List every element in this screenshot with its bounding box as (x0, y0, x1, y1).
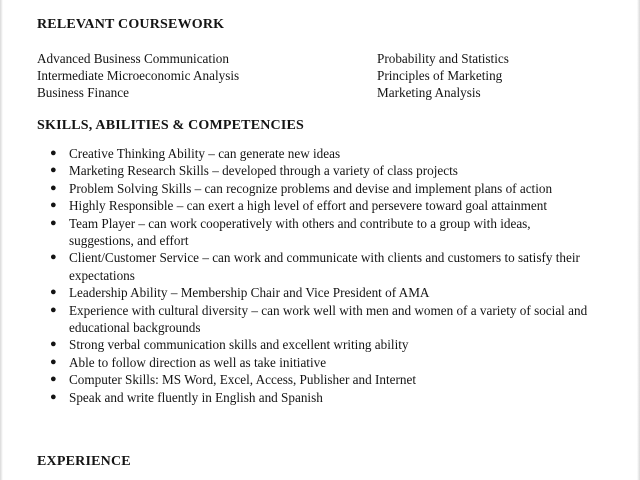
bullet-icon: ● (50, 251, 57, 264)
coursework-right-column (377, 50, 509, 101)
course-item: Principles of Marketing (377, 68, 503, 83)
bullet-icon: ● (50, 147, 57, 159)
bullet-icon: ● (50, 164, 57, 177)
skills-heading: SKILLS, ABILITIES & COMPETENCIES (37, 118, 305, 133)
coursework-left-column (37, 50, 239, 101)
bullet-icon: ● (50, 181, 57, 194)
list-item: ● Able to follow direction as well as take initiative (50, 354, 327, 370)
list-item: ● Experience with cultural diversity – can work well with men and women of a variety of social and educational backgrounds (50, 302, 588, 336)
list-item: ● Marketing Research Skills – developed through a variety of class projects (50, 163, 458, 179)
list-item: ● Creative Thinking Ability – can generate new ideas (50, 146, 341, 161)
bullet-icon: ● (50, 355, 57, 368)
bullet-icon: ● (50, 199, 57, 212)
course-item: Marketing Analysis (377, 85, 481, 100)
list-item: ● Strong verbal communication skills and excellent writing ability (50, 337, 409, 353)
bullet-icon: ● (50, 373, 57, 386)
coursework-heading: RELEVANT COURSEWORK (37, 17, 225, 32)
page-edge-left (0, 0, 3, 480)
course-item: Intermediate Microeconomic Analysis (37, 68, 240, 83)
bullet-icon: ● (50, 216, 57, 229)
list-item: ● Problem Solving Skills – can recognize problems and devise and implement plans of action (50, 180, 553, 196)
bullet-icon: ● (50, 286, 57, 299)
skills-list (37, 145, 597, 406)
bullet-icon: ● (50, 303, 57, 316)
course-item: Business Finance (37, 85, 129, 100)
bullet-icon: ● (50, 390, 57, 403)
course-item: Advanced Business Communication (37, 51, 229, 66)
experience-heading: EXPERIENCE (37, 454, 131, 469)
list-item: ● Highly Responsible – can exert a high level of effort and persevere toward goal attainment (50, 198, 548, 214)
bullet-icon: ● (50, 338, 57, 351)
list-item: ● Leadership Ability – Membership Chair and Vice President of AMA (50, 285, 430, 301)
list-item: ● Speak and write fluently in English and Spanish (50, 389, 323, 405)
course-item: Probability and Statistics (377, 51, 509, 66)
list-item: ● Team Player – can work cooperatively with others and contribute to a group with ideas, suggestions, and effort (50, 215, 531, 249)
list-item: ● Client/Customer Service – can work and communicate with clients and customers to satisfy their expectations (50, 250, 580, 283)
list-item: ● Computer Skills: MS Word, Excel, Access, Publisher and Internet (50, 372, 417, 388)
